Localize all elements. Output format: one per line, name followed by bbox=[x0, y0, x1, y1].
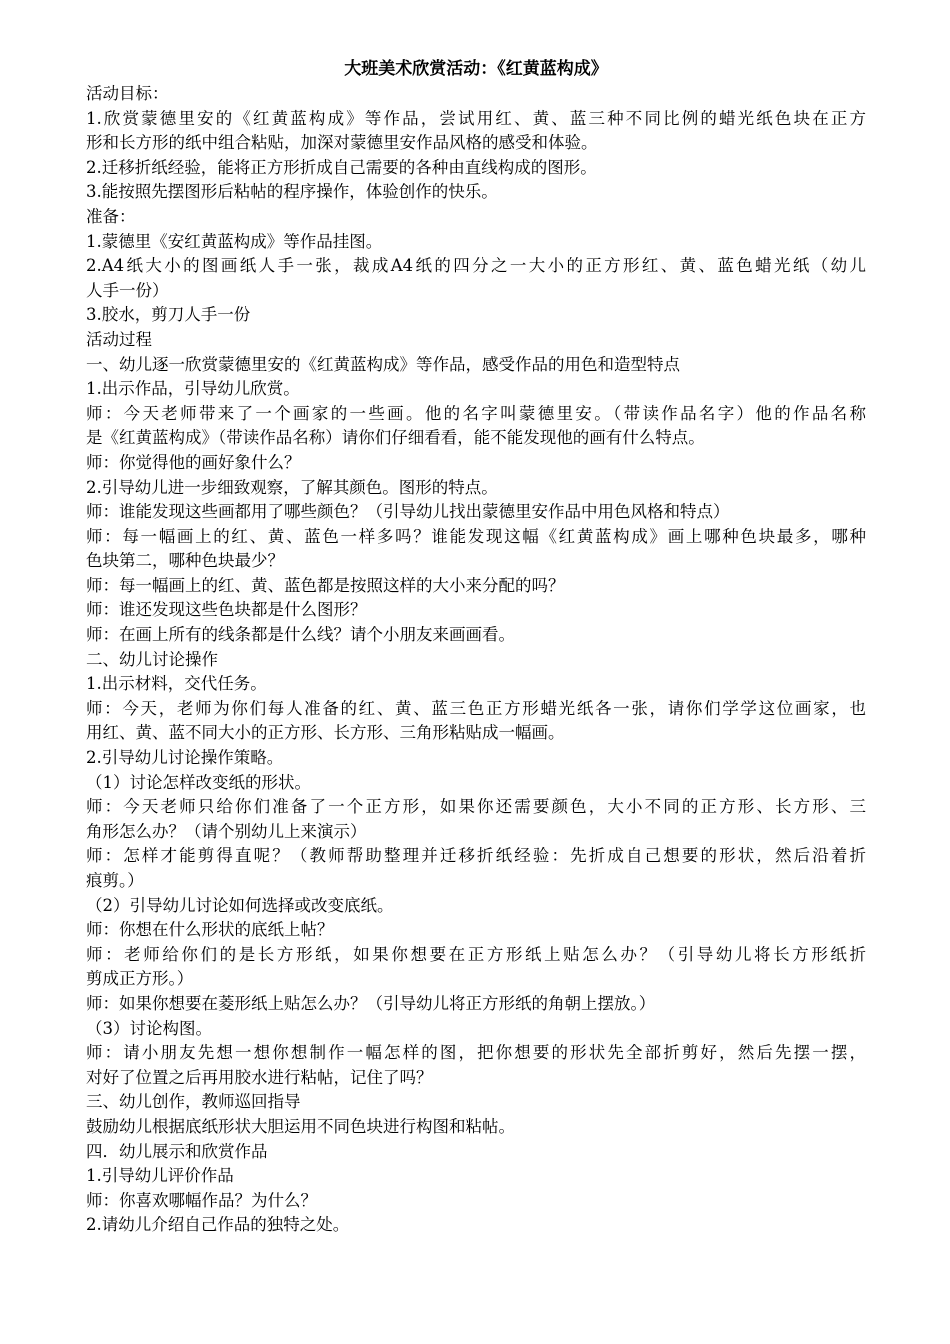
document-title: 大班美术欣赏活动：《红黄蓝构成》 bbox=[344, 59, 608, 79]
document-body bbox=[86, 82, 866, 1238]
text-line: 师：今天，老师为你们每人准备的红、黄、蓝三色正方形蜡光纸各一张，请你们学学这位画家，也 bbox=[86, 698, 866, 718]
text-line: 2.迁移折纸经验，能将正方形折成自己需要的各种由直线构成的图形。 bbox=[86, 157, 597, 177]
text-line: 师：如果你想要在菱形纸上贴怎么办？（引导幼儿将正方形纸的角朝上摆放。） bbox=[86, 993, 656, 1013]
text-line: 师：怎样才能剪得直呢？（教师帮助整理并迁移折纸经验：先折成自己想要的形状，然后沿着折 bbox=[86, 846, 866, 866]
text-line: 三、幼儿创作，教师巡回指导 bbox=[86, 1092, 301, 1112]
text-line: 1.蒙德里《安红黄蓝构成》等作品挂图。 bbox=[86, 231, 383, 251]
text-line: 师：今天老师带来了一个画家的一些画。他的名字叫蒙德里安。（带读作品名字）他的作品名称 bbox=[86, 403, 866, 423]
text-line: 四．幼儿展示和欣赏作品 bbox=[86, 1141, 268, 1161]
text-line: 剪成正方形。） bbox=[86, 969, 194, 989]
text-line: 师：今天老师只给你们准备了一个正方形，如果你还需要颜色，大小不同的正方形、长方形、三 bbox=[86, 797, 866, 817]
text-line: 1.出示材料，交代任务。 bbox=[86, 674, 267, 694]
text-line: 师：你想在什么形状的底纸上帖？ bbox=[86, 920, 334, 940]
text-line: 2.引导幼儿讨论操作策略。 bbox=[86, 748, 284, 768]
text-line: 师：谁能发现这些画都用了哪些颜色？（引导幼儿找出蒙德里安作品中用色风格和特点） bbox=[86, 502, 730, 522]
text-line: 师：你觉得他的画好象什么？ bbox=[86, 452, 301, 472]
text-line: 3.能按照先摆图形后粘帖的程序操作，体验创作的快乐。 bbox=[86, 182, 498, 202]
text-line: 1.引导幼儿评价作品 bbox=[86, 1166, 234, 1186]
text-line: （2）引导幼儿讨论如何选择或改变底纸。 bbox=[86, 895, 394, 915]
text-line: 一、幼儿逐一欣赏蒙德里安的《红黄蓝构成》等作品，感受作品的用色和造型特点 bbox=[86, 354, 680, 374]
text-line: 对好了位置之后再用胶水进行粘帖，记住了吗？ bbox=[86, 1067, 433, 1087]
text-line: 准备： bbox=[86, 206, 136, 226]
text-line: 师：谁还发现这些色块都是什么图形？ bbox=[86, 600, 367, 620]
text-line: 2.请幼儿介绍自己作品的独特之处。 bbox=[86, 1215, 350, 1235]
text-line: 活动过程 bbox=[86, 329, 152, 349]
text-line: 鼓励幼儿根据底纸形状大胆运用不同色块进行构图和粘帖。 bbox=[86, 1116, 515, 1136]
text-line: 1.欣赏蒙德里安的《红黄蓝构成》等作品，尝试用红、黄、蓝三种不同比例的蜡光纸色块在正方 bbox=[86, 108, 866, 128]
text-line: 师：在画上所有的线条都是什么线？请个小朋友来画画看。 bbox=[86, 625, 515, 645]
text-line: 2.A4纸大小的图画纸人手一张，裁成A4纸的四分之一大小的正方形红、黄、蓝色蜡光纸（幼儿 bbox=[86, 256, 866, 276]
text-line: 师：你喜欢哪幅作品？为什么？ bbox=[86, 1190, 317, 1210]
text-line: 师：每一幅画上的红、黄、蓝色都是按照这样的大小来分配的吗？ bbox=[86, 575, 565, 595]
text-line: 活动目标： bbox=[86, 84, 169, 103]
text-line: 角形怎么办？（请个别幼儿上来演示） bbox=[86, 821, 367, 841]
text-line: 师：请小朋友先想一想你想制作一幅怎样的图，把你想要的形状先全部折剪好，然后先摆一摆， bbox=[86, 1043, 866, 1063]
text-line: 人手一份） bbox=[86, 280, 169, 300]
text-line: 师：每一幅画上的红、黄、蓝色一样多吗？谁能发现这幅《红黄蓝构成》画上哪种色块最多，哪种 bbox=[86, 526, 866, 546]
text-line: 1.出示作品，引导幼儿欣赏。 bbox=[86, 379, 300, 399]
text-line: 是《红黄蓝构成》（带读作品名称）请你们仔细看看，能不能发现他的画有什么特点。 bbox=[86, 428, 705, 448]
text-line: （1）讨论怎样改变纸的形状。 bbox=[86, 772, 311, 792]
text-line: 色块第二，哪种色块最少？ bbox=[86, 551, 284, 571]
text-line: 二、幼儿讨论操作 bbox=[86, 649, 218, 669]
text-line: 用红、黄、蓝不同大小的正方形、长方形、三角形粘贴成一幅画。 bbox=[86, 723, 565, 743]
text-line: （3）讨论构图。 bbox=[86, 1018, 212, 1038]
text-line: 2.引导幼儿进一步细致观察，了解其颜色。图形的特点。 bbox=[86, 477, 498, 497]
text-line: 形和长方形的纸中组合粘贴，加深对蒙德里安作品风格的感受和体验。 bbox=[86, 133, 598, 153]
text-line: 3.胶水，剪刀人手一份 bbox=[86, 305, 251, 325]
document-page bbox=[86, 56, 866, 1238]
text-line: 痕剪。） bbox=[86, 871, 144, 890]
text-line: 师：老师给你们的是长方形纸，如果你想要在正方形纸上贴怎么办？（引导幼儿将长方形纸折 bbox=[86, 944, 866, 964]
